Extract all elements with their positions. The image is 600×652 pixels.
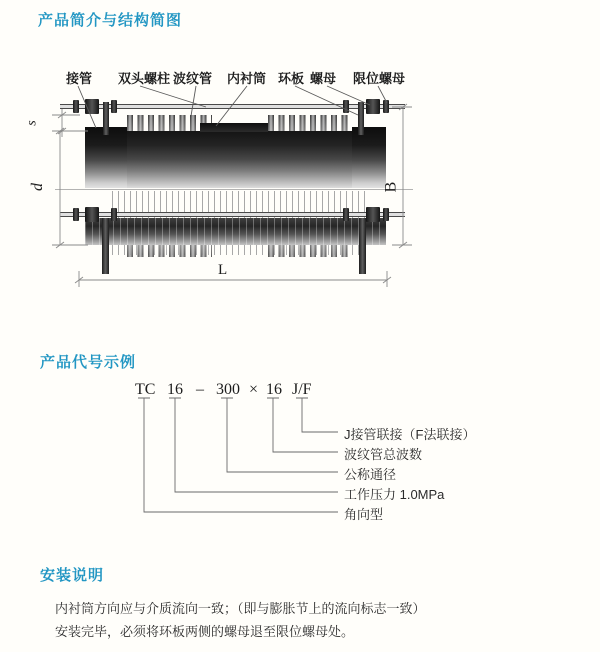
product-code-heading: 产品代号示例	[40, 354, 137, 371]
dim-label-L: L	[218, 262, 228, 278]
annotation-pressure: 工作压力 1.0MPa	[344, 487, 445, 502]
nut-pair-upper-left	[85, 99, 99, 114]
nut-pair-upper-right	[366, 99, 380, 114]
limit-nut-upper-left	[73, 100, 79, 113]
limit-nut-upper-right	[383, 100, 389, 113]
label-limit-nut: 限位螺母	[353, 71, 406, 86]
code-pressure: 16	[167, 381, 183, 398]
code-diameter: 300	[216, 381, 240, 398]
ring-plate-lower-right	[359, 218, 366, 274]
nut-upper-left	[111, 100, 117, 113]
bellows-fins-lower-left	[127, 244, 212, 257]
label-double-stud: 双头螺柱	[118, 71, 171, 86]
dim-label-d: d	[29, 183, 46, 191]
annotation-wave-count: 波纹管总波数	[344, 447, 423, 462]
end-collar-right	[352, 127, 386, 188]
install-line-2: 安装完毕，必须将环板两侧的螺母退至限位螺母处。	[55, 624, 355, 639]
dim-label-B: B	[382, 181, 400, 193]
limit-nut-lower-left	[73, 208, 79, 221]
code-wave-count: 16	[266, 381, 282, 398]
annotation-type: 角向型	[344, 507, 384, 522]
label-ring-plate: 环板	[278, 71, 305, 86]
lower-body	[85, 218, 386, 245]
structure-diagram	[0, 60, 600, 310]
bellows-fins-lower-right	[268, 244, 352, 257]
label-inner-liner: 内衬筒	[227, 71, 267, 86]
code-dash: –	[196, 381, 204, 398]
code-type: TC	[135, 381, 156, 398]
ring-plate-upper-left	[103, 102, 109, 135]
nut-upper-right	[343, 100, 349, 113]
ring-plate-lower-left	[102, 218, 109, 274]
code-connector-lines	[0, 378, 600, 543]
label-bellows: 波纹管	[173, 71, 213, 86]
dim-label-s: s	[24, 120, 40, 126]
nut-pair-lower-left	[85, 207, 99, 222]
product-code-figure	[0, 378, 600, 543]
install-heading: 安装说明	[40, 567, 105, 584]
nut-pair-lower-right	[366, 207, 380, 222]
label-nut: 螺母	[310, 71, 337, 86]
main-body	[85, 131, 386, 188]
inner-liner-cap	[200, 123, 268, 132]
annotation-diameter: 公称通径	[344, 467, 397, 482]
end-collar-left	[85, 127, 127, 188]
product-intro-heading: 产品简介与结构简图	[38, 12, 183, 29]
code-connection: J/F	[292, 381, 312, 398]
nut-lower-right	[343, 208, 349, 221]
ring-plate-upper-right	[358, 102, 364, 135]
install-line-1: 内衬筒方向应与介质流向一致；（即与膨胀节上的流向标志一致）	[55, 601, 426, 616]
code-multiply: ×	[249, 381, 259, 398]
label-connecting-pipe: 接管	[66, 71, 93, 86]
nut-lower-left	[111, 208, 117, 221]
limit-nut-lower-right	[383, 208, 389, 221]
bellows-fins-upper-right	[268, 115, 352, 131]
annotation-connection: J接管联接（F法联接）	[344, 427, 476, 442]
